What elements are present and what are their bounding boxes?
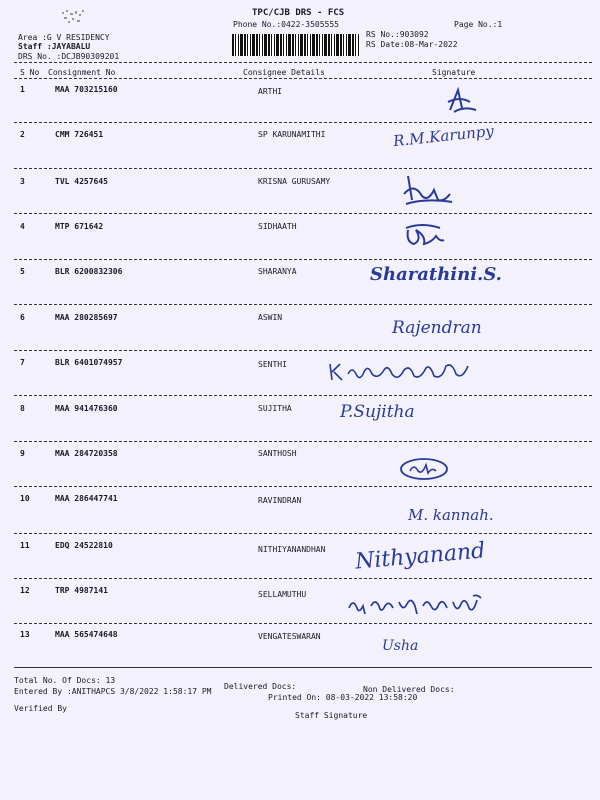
row-consignee: ARTHI	[258, 87, 283, 96]
footer-divider	[14, 667, 592, 668]
row-consignment: MAA 703215160	[55, 85, 118, 94]
signature-12	[345, 592, 485, 620]
signature-2: R.M.Karunpy	[392, 121, 495, 151]
divider	[14, 62, 592, 63]
row-consignment: MAA 286447741	[55, 494, 118, 503]
page-number: Page No.:1	[454, 20, 503, 29]
row-sno: 12	[20, 586, 30, 595]
column-header-signature: Signature	[432, 68, 476, 77]
row-consignee: SELLAMUTHU	[258, 590, 307, 599]
delivered-docs: Delivered Docs:	[224, 682, 297, 691]
signature-5: Sharathini.S.	[370, 264, 502, 285]
document-title: TPC/CJB DRS - FCS	[252, 8, 345, 18]
signature-3	[400, 172, 455, 208]
row-divider	[14, 486, 592, 487]
area-label: Area :G V RESIDENCY	[18, 33, 110, 42]
staff-label: Staff :JAYABALU	[18, 42, 91, 51]
signature-7	[326, 356, 476, 386]
column-header-sno: S No	[20, 68, 40, 77]
row-consignee: SIDHAATH	[258, 222, 297, 231]
signature-9	[398, 455, 450, 483]
row-consignee: SUJITHA	[258, 404, 292, 413]
row-sno: 4	[20, 222, 25, 231]
signature-10: M. kannah.	[408, 506, 494, 524]
row-divider	[14, 395, 592, 396]
row-sno: 9	[20, 449, 25, 458]
row-sno: 11	[20, 541, 30, 550]
row-consignment: MAA 284720358	[55, 449, 118, 458]
total-docs: Total No. Of Docs: 13	[14, 676, 116, 685]
signature-1	[440, 84, 480, 116]
row-consignee: KRISNA GURUSAMY	[258, 177, 331, 186]
row-divider	[14, 168, 592, 169]
row-divider	[14, 578, 592, 579]
signature-4	[402, 222, 447, 252]
row-sno: 8	[20, 404, 25, 413]
company-logo	[60, 8, 92, 28]
row-consignment: MAA 941476360	[55, 404, 118, 413]
row-consignment: CMM 726451	[55, 130, 104, 139]
row-sno: 6	[20, 313, 25, 322]
row-divider	[14, 213, 592, 214]
row-consignment: BLR 6200832306	[55, 267, 123, 276]
column-header-consignment: Consignment No	[48, 68, 116, 77]
row-consignment: EDQ 24522810	[55, 541, 113, 550]
row-consignment: MAA 280285697	[55, 313, 118, 322]
row-divider	[14, 122, 592, 123]
row-consignment: TVL 4257645	[55, 177, 108, 186]
rs-number: RS No.:903092	[366, 30, 429, 39]
row-sno: 10	[20, 494, 30, 503]
row-consignment: MTP 671642	[55, 222, 104, 231]
signature-11: Nithyanand	[354, 538, 487, 575]
row-consignee: SHARANYA	[258, 267, 297, 276]
row-consignee: SP KARUNAMITHI	[258, 130, 326, 139]
non-delivered-docs: Non Delivered Docs:	[363, 685, 455, 694]
row-divider	[14, 304, 592, 305]
column-header-consignee: Consignee Details	[243, 68, 325, 77]
rs-date: RS Date:08-Mar-2022	[366, 40, 458, 49]
phone-number: Phone No.:0422-3505555	[233, 20, 339, 29]
row-consignment: MAA 565474648	[55, 630, 118, 639]
row-consignee: ASWIN	[258, 313, 283, 322]
signature-8: P.Sujitha	[340, 402, 415, 422]
row-divider	[14, 533, 592, 534]
row-sno: 5	[20, 267, 25, 276]
row-sno: 13	[20, 630, 30, 639]
signature-6: Rajendran	[392, 318, 482, 338]
row-consignee: NITHIYANANDHAN	[258, 545, 326, 554]
drs-number: DRS No. :DCJB90309201	[18, 52, 120, 61]
row-divider	[14, 441, 592, 442]
entered-by: Entered By :ANITHAPCS 3/8/2022 1:58:17 PM	[14, 687, 212, 696]
row-sno: 3	[20, 177, 25, 186]
printed-on: Printed On: 08-03-2022 13:58:20	[268, 693, 418, 702]
staff-signature-label: Staff Signature	[295, 711, 368, 720]
row-consignment: BLR 6401074957	[55, 358, 123, 367]
row-consignment: TRP 4987141	[55, 586, 108, 595]
row-consignee: SANTHOSH	[258, 449, 297, 458]
row-sno: 2	[20, 130, 25, 139]
verified-by: Verified By	[14, 704, 67, 713]
row-divider	[14, 259, 592, 260]
row-sno: 1	[20, 85, 25, 94]
row-consignee: SENTHI	[258, 360, 287, 369]
row-divider	[14, 350, 592, 351]
row-sno: 7	[20, 358, 25, 367]
barcode	[232, 34, 360, 56]
divider	[14, 78, 592, 79]
signature-13: Usha	[382, 638, 419, 654]
row-consignee: RAVINDRAN	[258, 496, 302, 505]
row-consignee: VENGATESWARAN	[258, 632, 321, 641]
row-divider	[14, 623, 592, 624]
